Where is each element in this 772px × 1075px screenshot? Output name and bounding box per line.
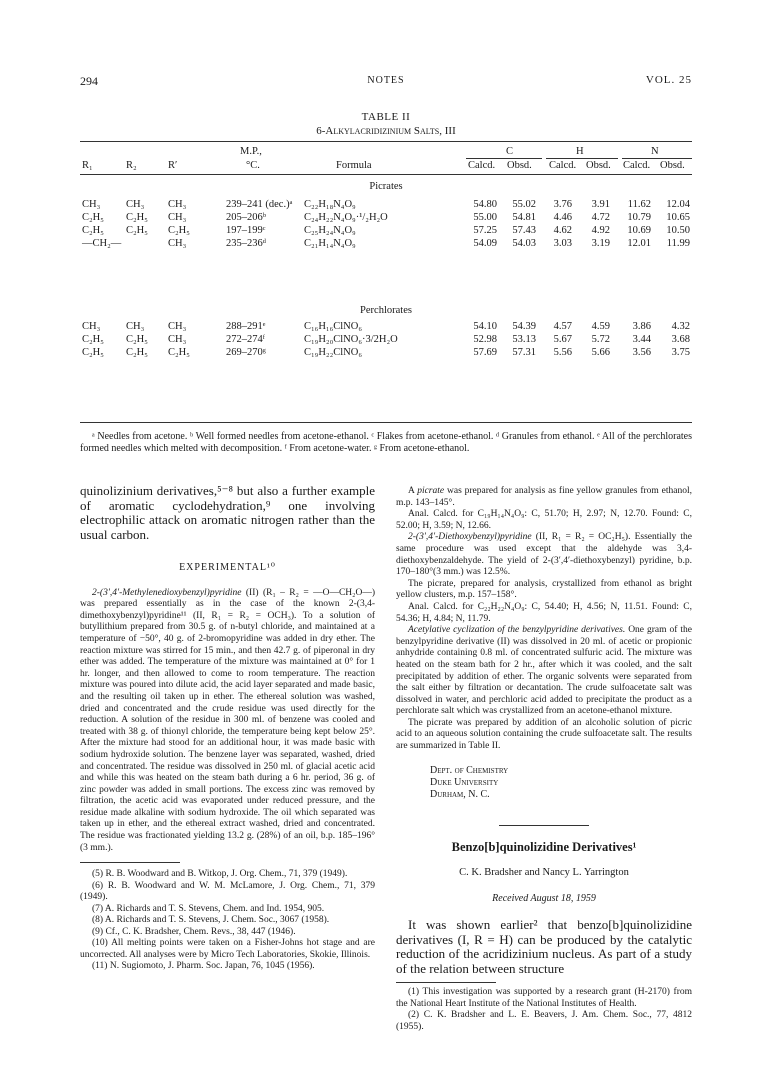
- n-group-rule: [622, 158, 692, 159]
- footnote-item: (9) Cf., C. K. Bradsher, Chem. Revs., 38, 447 (1946).: [92, 926, 296, 937]
- table-cell: C₁₆H₁₆ClNO₆: [304, 321, 362, 332]
- table-cell: 4.57: [553, 321, 572, 332]
- table-cell: 3.68: [671, 334, 690, 345]
- table-cell: 57.69: [473, 347, 497, 358]
- table-cell: 235–236ᵈ: [226, 238, 267, 249]
- table-cell: C₂H₅: [82, 347, 104, 358]
- table-cell: 4.32: [671, 321, 690, 332]
- table-cell: 54.09: [473, 238, 497, 249]
- footnote-item: (5) R. B. Woodward and B. Witkop, J. Org. Chem., 71, 379 (1949).: [92, 869, 348, 880]
- table-cell: 53.13: [512, 334, 536, 345]
- table-cell: 3.19: [591, 238, 610, 249]
- volume-label: VOL. 25: [645, 74, 692, 86]
- table-cell: 3.86: [632, 321, 651, 332]
- journal-section: NOTES: [367, 75, 405, 86]
- table-cell: C₂₅H₂₄N₄O₉: [304, 225, 356, 236]
- picrate-paragraph: A picrate was prepared for analysis as fine yellow granules from ethanol, m.p. 143–145°.: [396, 486, 692, 508]
- article-lead-paragraph: It was shown earlier² that benzo[b]quinolizidine derivatives (I, R = H) can be produced by the catalytic reduction of the acridizinium nucleus. As part of a study of the relation between structure: [396, 917, 692, 976]
- table-cell: 12.01: [627, 238, 651, 249]
- table-cell: 4.46: [553, 212, 572, 223]
- table-cell: CH₃: [126, 199, 145, 210]
- table-cell: 4.92: [591, 225, 610, 236]
- table-subtitle: 6-Alkylacridizinium Salts, III: [316, 125, 456, 137]
- table-cell: 5.56: [553, 347, 572, 358]
- analysis-2: Anal. Calcd. for C₂₂H₂₂N₄O₉: C, 54.40; H, 4.56; N, 11.51. Found: C, 54.36; H, 4.84; N, 11.79.: [396, 601, 692, 624]
- table-cell: 5.66: [591, 347, 610, 358]
- table-cell: 10.65: [666, 212, 690, 223]
- table-cell: C₂H₅: [168, 225, 190, 236]
- table-cell: C₂₂H₁₈N₄O₉: [304, 199, 356, 210]
- section-label-perchlorates: Perchlorates: [360, 305, 412, 316]
- table-header-rule: [80, 174, 692, 175]
- left-footnotes: [80, 869, 375, 973]
- table-cell: C₂H₅: [126, 334, 148, 345]
- table-cell: C₂H₅: [126, 225, 148, 236]
- table-cell: 57.25: [473, 225, 497, 236]
- table-cell: 55.00: [473, 212, 497, 223]
- table-cell: 11.62: [627, 199, 651, 210]
- table-cell: 3.91: [591, 199, 610, 210]
- footnote-item: (10) All melting points were taken on a Fisher-Johns hot stage and are uncorrected. All analyses were by Micro Tech Laboratories, Skokie, Illinois.: [80, 938, 375, 960]
- table-cell: C₂H₅: [82, 225, 104, 236]
- table-footnotes: ᵃ Needles from acetone. ᵇ Well formed needles from acetone-ethanol. ᶜ Flakes from acetone-ethanol. ᵈ Granules from ethanol. ᵉ All of the perchlorates formed needles which melted with decomposition. ᶠ From acetone-water. ᵍ From acetone-ethanol.: [80, 431, 692, 454]
- table-cell: CH₃: [168, 238, 187, 249]
- cyclization-paragraph: Acetylative cyclization of the benzylpyridine derivatives. One gram of the benzylpyridine derivative (II) was dissolved in 20 ml. of acetic or propionic anhydride containing 0.8 ml. of concentrated sulfuric acid. The mixture was heated on the steam bath for 2 hr., after which it was cooled, and the salt precipitated by addition of ether. The organic solvents were separated from the salt either by filtration or decantation. The crude sulfoacetate salt was dissolved in water, and perchloric acid added to precipitate the product as a perchlorate salt which was crystallized from an acetone-ethanol mixture.: [396, 625, 692, 717]
- table-bottom-rule: [80, 422, 692, 423]
- header-h-calcd: Calcd.: [549, 160, 577, 171]
- section-label-picrates: Picrates: [369, 181, 403, 192]
- table-cell: 54.03: [512, 238, 536, 249]
- footnote-item: (1) This investigation was supported by a research grant (H-2170) from the National Heart Institute of the National Institutes of Health.: [396, 987, 692, 1009]
- table-cell: CH₃: [168, 212, 187, 223]
- diethoxy-paragraph: 2-(3′,4′-Diethoxybenzyl)pyridine (II, R₁ = R₂ = OC₂H₅). Essentially the same procedure was used except that the aldehyde was 3,4-diethoxybenzaldehyde. The yield of 2-(3′,4′-diethoxybenzyl) pyridine, b.p. 170–180°(3 mm.) was 12.5%.: [396, 532, 692, 578]
- table-top-rule: [80, 141, 692, 142]
- article-separator: [499, 825, 589, 826]
- compound-name: 2-(3′,4′-Methylenedioxybenzyl)pyridine: [92, 587, 242, 598]
- footnote-separator: [80, 862, 180, 863]
- running-header: [80, 74, 692, 90]
- table-cell: C₂₄H₂₂N₄O₉·¹/₂H₂O: [304, 212, 388, 223]
- procedure-paragraph: [80, 588, 375, 855]
- table-cell: 54.10: [473, 321, 497, 332]
- header-n-calcd: Calcd.: [623, 160, 651, 171]
- received-date: Received August 18, 1959: [492, 892, 596, 904]
- table-cell: 4.62: [553, 225, 572, 236]
- table-cell: 3.56: [632, 347, 651, 358]
- table-cell: —CH₂—: [82, 238, 122, 249]
- experimental-heading: EXPERIMENTAL¹⁰: [179, 562, 276, 573]
- table-cell: C₂H₅: [82, 334, 104, 345]
- table-cell: 11.99: [666, 238, 690, 249]
- table-title: TABLE II: [361, 111, 411, 123]
- table-cell: 4.72: [591, 212, 610, 223]
- table-cell: 54.39: [512, 321, 536, 332]
- table-cell: 12.04: [666, 199, 690, 210]
- header-n-obsd: Obsd.: [660, 160, 685, 171]
- table-cell: C₂H₅: [126, 212, 148, 223]
- table-cell: C₂₁H₁₄N₄O₉: [304, 238, 356, 249]
- picrate-prep-paragraph: The picrate was prepared by addition of an alcoholic solution of picric acid to an aqueous solution containing the crude sulfoacetate salt. The results are summarized in Table II.: [396, 717, 692, 752]
- right-footnotes: [396, 987, 692, 1033]
- header-c-obsd: Obsd.: [507, 160, 532, 171]
- left-lead-paragraph: quinolizinium derivatives,⁵⁻⁸ but also a further example of aromatic cyclodehydration,⁹ one involving electrophilic attack on aromatic nitrogen rather than the usual carbon.: [80, 483, 375, 542]
- footnote-item: (8) A. Richards and T. S. Stevens, J. Chem. Soc., 3067 (1958).: [92, 915, 330, 926]
- table-cell: 3.03: [553, 238, 572, 249]
- table-cell: 3.76: [553, 199, 572, 210]
- table-cell: CH₃: [168, 321, 187, 332]
- article-authors: C. K. Bradsher and Nancy L. Yarrington: [459, 867, 629, 879]
- table-cell: CH₃: [82, 321, 101, 332]
- table-cell: 269–270ᵍ: [226, 347, 266, 358]
- h-group-rule: [546, 158, 618, 159]
- left-column: [80, 484, 375, 973]
- table-cell: CH₃: [168, 334, 187, 345]
- header-r2: R₂: [126, 160, 137, 171]
- table-cell: 10.69: [627, 225, 651, 236]
- table-cell: 54.80: [473, 199, 497, 210]
- header-h-obsd: Obsd.: [586, 160, 611, 171]
- table-cell: CH₃: [82, 199, 101, 210]
- table-cell: 54.81: [512, 212, 536, 223]
- analysis-1: Anal. Calcd. for C₁₉H₁₄N₄O₉: C, 51.70; H, 2.97; N, 12.70. Found: C, 52.00; H, 3.59; N, 12.66.: [396, 509, 692, 531]
- article-title: Benzo[b]quinolizidine Derivatives¹: [451, 839, 637, 854]
- table-cell: C₁₉H₂₀ClNO₆·3/2H₂O: [304, 334, 398, 345]
- header-c-calcd: Calcd.: [468, 160, 496, 171]
- right-column: [396, 486, 692, 1033]
- table-cell: 272–274ᶠ: [226, 334, 265, 345]
- table-cell: 10.79: [627, 212, 651, 223]
- table-cell: 197–199ᶜ: [226, 225, 266, 236]
- page-number: 294: [80, 74, 98, 88]
- footnote-item: (2) C. K. Bradsher and L. E. Beavers, J. Am. Chem. Soc., 77, 4812 (1955).: [396, 1010, 692, 1032]
- table-cell: C₂H₅: [168, 347, 190, 358]
- header-formula: Formula: [336, 160, 372, 171]
- picrate-paragraph-2: The picrate, prepared for analysis, crystallized from ethanol as bright yellow clusters, m.p. 157–158°.: [396, 578, 692, 601]
- table-cell: 10.50: [666, 225, 690, 236]
- procedure-text: (II) (R₁ – R₂ = —O—CH₂O—) was prepared essentially as in the case of the known 2-(3,4-dimethoxybenzyl)pyridine¹¹ (II, R₁ = R₂ = OCH₃). To a solution of butyllithium prepared from 30.5 g. of n-butyl chloride, and maintained at a temperature of −50°, 40 g. of 2-bromopyridine was added in dry ether. The reaction mixture was stirred for 15 min., and then 42.7 g. of piperonal in dry ether was added. The temperature of the mixture was maintained at 0° for 1 hr. longer, and then allowed to come to room temperature. The reaction mixture was poured into dilute acid, the acid layer separated and made basic, and the resulting oil taken up in ether. The ethereal solution was washed, dried and concentrated and the crude residue was used directly for the reduction. A solution of the residue in 300 ml. of benzene was cooled and treated with 38 g. of thionyl chloride, the temperature being kept below 25°. After the mixture had stood for an additional hour, it was made basic with sodium hydroxide solution. The benzene layer was separated, washed, dried and concentrated. The residue was dissolved in 250 ml. of glacial acetic acid and while this was heated on the steam bath during a 6 hr. period, 36 g. of zinc powder was added in small portions. The excess zinc was removed by filtration, the acetic acid was evaporated under reduced pressure, and the residue made alkaline with sodium hydroxide. The oil which separated was taken up in ether, and the ethereal extract washed, dried and concentrated. The residue was fractionated yielding 13.2 g. (28%) of an oil, b.p. 185–196° (3 mm.).: [80, 587, 375, 853]
- table-cell: C₂H₅: [82, 212, 104, 223]
- footnote-separator: [396, 982, 496, 983]
- table-cell: 205–206ᵇ: [226, 212, 267, 223]
- header-celsius: °C.: [246, 160, 260, 171]
- footnote-item: (6) R. B. Woodward and W. M. McLamore, J. Org. Chem., 71, 379 (1949).: [80, 880, 375, 903]
- table-cell: 288–291ᵉ: [226, 321, 266, 332]
- header-mp: M.P.,: [240, 146, 262, 157]
- table-cell: 57.43: [512, 225, 536, 236]
- footnote-item: (7) A. Richards and T. S. Stevens, Chem. and Ind. 1954, 905.: [92, 903, 325, 914]
- header-n: N: [651, 146, 659, 157]
- table-cell: 57.31: [512, 347, 536, 358]
- header-r1: R₁: [82, 160, 93, 171]
- c-group-rule: [466, 158, 542, 159]
- table-cell: C₂H₅: [126, 347, 148, 358]
- table-cell: CH₃: [168, 199, 187, 210]
- table-cell: 4.59: [591, 321, 610, 332]
- table-cell: 55.02: [512, 199, 536, 210]
- table-cell: 5.72: [591, 334, 610, 345]
- header-c: C: [506, 146, 514, 157]
- table-cell: 3.75: [671, 347, 690, 358]
- footnote-item: (11) N. Sugiomoto, J. Pharm. Soc. Japan, 76, 1045 (1956).: [92, 961, 315, 972]
- table-cell: 52.98: [473, 334, 497, 345]
- table-cell: C₁₉H₂₂ClNO₆: [304, 347, 362, 358]
- table-cell: CH₃: [126, 321, 145, 332]
- table-cell: 239–241 (dec.)ᵃ: [226, 199, 293, 210]
- table-cell: 3.44: [632, 334, 651, 345]
- header-rprime: R′: [168, 160, 178, 171]
- table-cell: 5.67: [553, 334, 572, 345]
- author-address: Dept. of Chemistry Duke University Durham, N. C.: [430, 764, 509, 800]
- header-h: H: [576, 146, 584, 157]
